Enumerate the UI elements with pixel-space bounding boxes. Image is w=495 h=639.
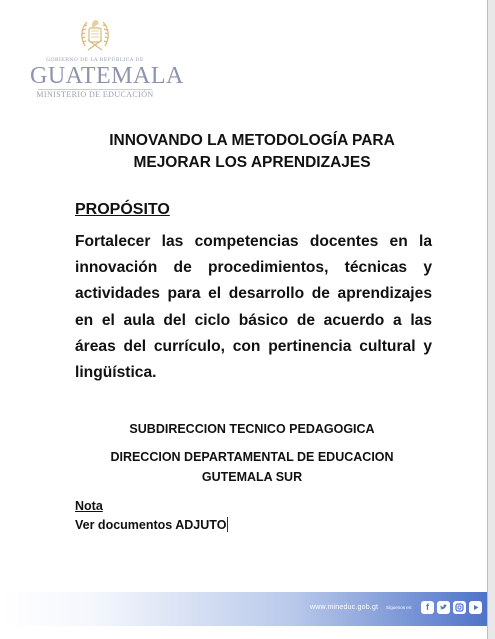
twitter-icon[interactable] bbox=[437, 601, 450, 614]
purpose-heading: PROPÓSITO bbox=[75, 201, 170, 218]
ministry-label: MINISTERIO DE EDUCACIÓN bbox=[36, 90, 154, 99]
coat-of-arms-icon bbox=[76, 16, 114, 56]
follow-label: Síguenos en: bbox=[386, 605, 413, 610]
government-label: GOBIERNO DE LA REPÚBLICA DE bbox=[46, 57, 144, 63]
facebook-icon[interactable]: f bbox=[421, 601, 434, 614]
website-link[interactable]: www.mineduc.gob.gt bbox=[310, 604, 379, 611]
note-line[interactable] bbox=[75, 516, 228, 534]
note-label: Nota bbox=[75, 499, 103, 513]
direction-line-2: GUTEMALA SUR bbox=[201, 470, 303, 484]
purpose-paragraph: Fortalecer las competencias docentes en la innovación de procedimientos, técnicas y actividades para el desarrollo de aprendizajes en el aula del ciclo básico de acuerdo a las áreas del currículo, con pertinencia cultural y lingüística. bbox=[75, 233, 432, 382]
instagram-icon[interactable] bbox=[453, 601, 466, 614]
subdirection-label: SUBDIRECCION TECNICO PEDAGOGICA bbox=[129, 422, 375, 436]
direction-line-1: DIRECCION DEPARTAMENTAL DE EDUCACION bbox=[110, 450, 394, 464]
country-wordmark: GUATEMALA bbox=[30, 63, 184, 89]
title-line-2: MEJORAR LOS APRENDIZAJES bbox=[133, 154, 371, 171]
footer-band bbox=[0, 592, 487, 626]
title-line-1: INNOVANDO LA METODOLOGÍA PARA bbox=[109, 132, 395, 149]
text-cursor bbox=[227, 517, 228, 532]
window-edge bbox=[488, 0, 495, 639]
youtube-icon[interactable] bbox=[469, 601, 482, 614]
document-title bbox=[60, 130, 444, 174]
direction-block bbox=[60, 447, 444, 487]
note-text: Ver documentos ADJUTO bbox=[75, 518, 227, 532]
mineduc-logo bbox=[30, 16, 184, 102]
